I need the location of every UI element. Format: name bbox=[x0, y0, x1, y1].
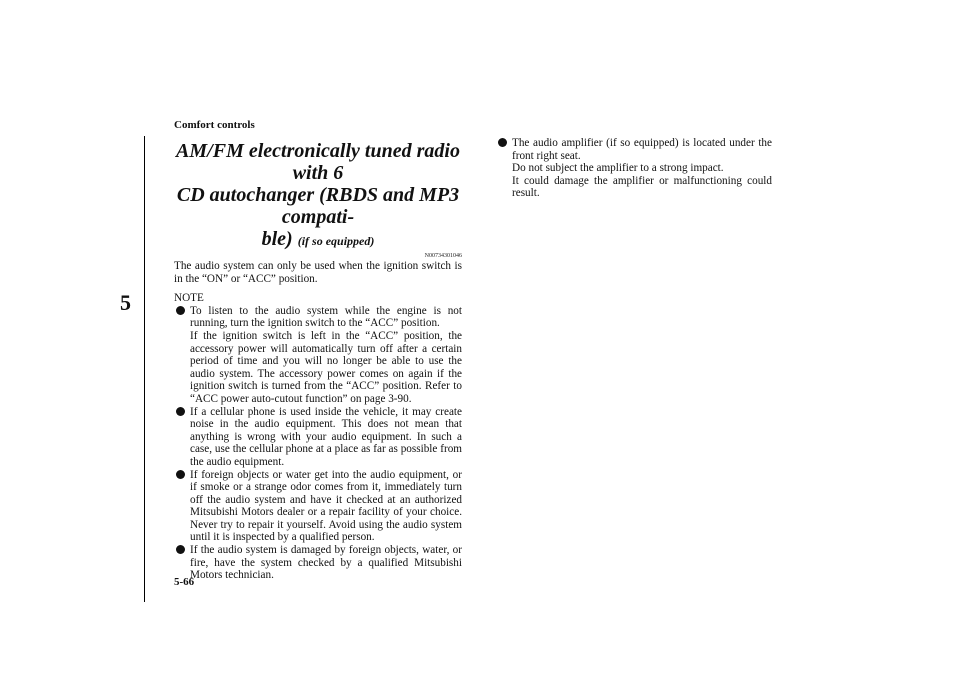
note-bullet bbox=[174, 305, 462, 406]
note-text: If the audio system is damaged by foreign objects, water, or fire, have the system checked by a qualified Mitsubishi Motors technician. bbox=[190, 544, 462, 582]
bullet-icon bbox=[176, 306, 185, 315]
title-line-2: CD autochanger (RBDS and MP3 compati- bbox=[176, 184, 460, 228]
note-text: If a cellular phone is used inside the vehicle, it may create noise in the audio equipment. This does not mean that anything is wrong with your audio equipment. In such a case, use the cellular phone at a place as far as possible from the audio equipment. bbox=[190, 405, 462, 468]
amplifier-bullet-list bbox=[496, 137, 772, 200]
note-bullet bbox=[174, 406, 462, 469]
bullet-icon bbox=[176, 407, 185, 416]
note-label: NOTE bbox=[174, 292, 204, 305]
title-line-3: ble) bbox=[261, 228, 293, 250]
left-column bbox=[174, 140, 462, 582]
note-text: If the ignition switch is left in the “ACC” position, the accessory power will automatically turn off after a certain period of time and you will no longer be able to use the audio system. The accessory power comes on again if the ignition switch is turned from the “ACC” position. Refer to “ACC power auto-cutout function” on page 3-90. bbox=[190, 329, 462, 405]
right-column bbox=[496, 137, 772, 200]
bullet-icon bbox=[498, 138, 507, 147]
title-qualifier: (if so equipped) bbox=[297, 234, 375, 248]
bullet-icon bbox=[176, 545, 185, 554]
note-text: It could damage the amplifier or malfunctioning could result. bbox=[512, 174, 772, 200]
note-text: The audio amplifier (if so equipped) is located under the front right seat. bbox=[512, 137, 772, 162]
running-header: Comfort controls bbox=[174, 119, 255, 131]
bullet-icon bbox=[176, 470, 185, 479]
title-line-1: AM/FM electronically tuned radio with 6 bbox=[176, 140, 460, 184]
chapter-tab-divider bbox=[144, 136, 145, 602]
page-number: 5-66 bbox=[174, 576, 195, 588]
section-title bbox=[174, 140, 462, 252]
intro-paragraph: The audio system can only be used when the ignition switch is in the “ON” or “ACC” position. bbox=[174, 260, 462, 285]
document-code: N00734301046 bbox=[424, 253, 462, 259]
note-bullet bbox=[174, 469, 462, 545]
chapter-tab-number: 5 bbox=[120, 290, 131, 315]
note-text: If foreign objects or water get into the audio equipment, or if smoke or a strange odor comes from it, immediately turn off the audio system and have it checked at an authorized Mitsubishi Motors dealer or a repair facility of your choice. Never try to repair it yourself. Avoid using the audio system until it is inspected by a qualified person. bbox=[190, 468, 462, 544]
note-text: Do not subject the amplifier to a strong impact. bbox=[512, 162, 724, 175]
note-text: To listen to the audio system while the engine is not running, turn the ignition switch to the “ACC” position. bbox=[190, 304, 462, 330]
note-bullet bbox=[496, 137, 772, 200]
note-bullet-list bbox=[174, 305, 462, 582]
note-bullet bbox=[174, 544, 462, 582]
